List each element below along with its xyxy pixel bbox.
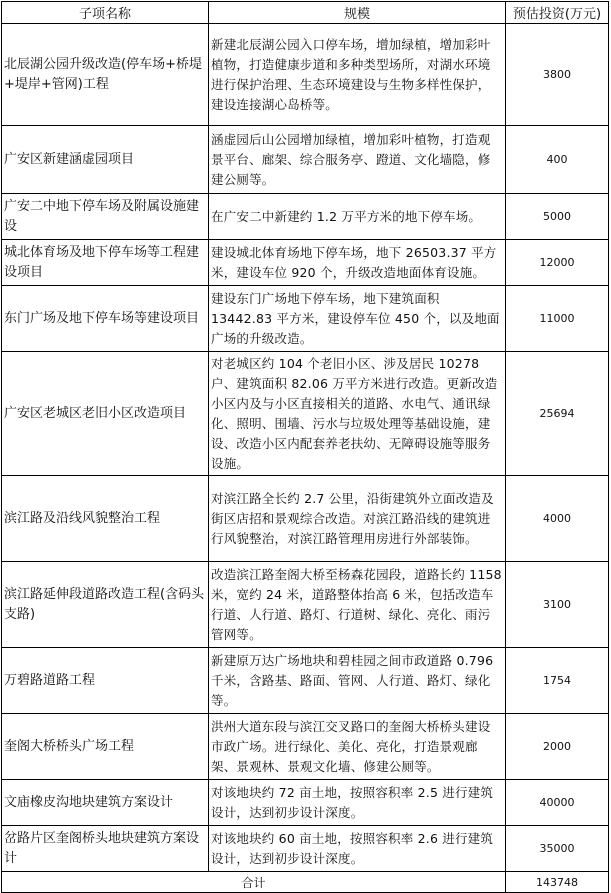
row-scale: 对老城区约 104 个老旧小区、涉及居民 10278 户、建筑面积 82.06 万平方米进行改造。更新改造小区内及与小区直接相关的道路、水电气、通讯绿化、照明、围墙、污水与垃圾处理等基础设施，建设、改造小区内配套养老扶幼、无障碍设施等服务设施。 (209, 352, 506, 476)
row-scale: 新建原万达广场地块和碧桂园之间市政道路 0.796 千米，含路基、路面、管网、人行道、路灯、绿化等。 (209, 648, 506, 714)
table-row (2, 24, 609, 126)
row-investment: 3800 (506, 24, 609, 126)
total-row (2, 872, 609, 893)
row-investment: 3100 (506, 562, 609, 648)
row-name: 广安区新建涵虚园项目 (2, 126, 209, 194)
header-investment: 预估投资(万元) (506, 2, 609, 24)
row-name: 北辰湖公园升级改造(停车场+桥堤+堤岸+管网)工程 (2, 24, 209, 126)
row-scale: 在广安二中新建约 1.2 万平方米的地下停车场。 (209, 194, 506, 240)
row-name: 东门广场及地下停车场等建设项目 (2, 286, 209, 352)
row-investment: 25694 (506, 352, 609, 476)
total-value: 143748 (506, 872, 609, 893)
row-investment: 400 (506, 126, 609, 194)
row-scale: 对该地块约 60 亩土地，按照容积率 2.6 进行建筑设计，达到初步设计深度。 (209, 826, 506, 872)
table-row (2, 286, 609, 352)
row-name: 文庙橡皮沟地块建筑方案设计 (2, 780, 209, 826)
table-row (2, 648, 609, 714)
row-scale: 对该地块约 72 亩土地，按照容积率 2.5 进行建筑设计，达到初步设计深度。 (209, 780, 506, 826)
header-name: 子项名称 (2, 2, 209, 24)
row-investment: 35000 (506, 826, 609, 872)
row-name: 广安二中地下停车场及附属设施建设 (2, 194, 209, 240)
row-scale: 洪州大道东段与滨江交叉路口的奎阁大桥桥头建设市政广场。进行绿化、美化、亮化，打造景观廊架、景观林、景观文化墙、修建公厕等。 (209, 714, 506, 780)
total-label: 合计 (2, 872, 506, 893)
row-scale: 对滨江路全长约 2.7 公里，沿街建筑外立面改造及街区店招和景观综合改造。对滨江路沿线的建筑进行风貌整治，对滨江路管理用房进行外部装饰。 (209, 476, 506, 562)
table-row (2, 240, 609, 286)
table-row (2, 826, 609, 872)
row-investment: 1754 (506, 648, 609, 714)
row-name: 滨江路延伸段道路改造工程(含码头支路) (2, 562, 209, 648)
row-scale: 改造滨江路奎阁大桥至杨森花园段，道路长约 1158 米，宽约 24 米，道路整体抬高 6 米，包括改造车行道、人行道、路灯、行道树、绿化、亮化、雨污管网等。 (209, 562, 506, 648)
row-name: 城北体育场及地下停车场等工程建设项目 (2, 240, 209, 286)
row-name: 滨江路及沿线风貌整治工程 (2, 476, 209, 562)
row-investment: 11000 (506, 286, 609, 352)
row-name: 广安区老城区老旧小区改造项目 (2, 352, 209, 476)
table-row (2, 562, 609, 648)
row-investment: 4000 (506, 476, 609, 562)
row-scale: 建设城北体育场地下停车场，地下 26503.37 平方米，建设车位 920 个，升级改造地面体育设施。 (209, 240, 506, 286)
row-scale: 建设东门广场地下停车场，地下建筑面积 13442.83 平方米，建设停车位 450 个，以及地面广场的升级改造。 (209, 286, 506, 352)
row-investment: 40000 (506, 780, 609, 826)
table-row (2, 780, 609, 826)
investment-table (1, 1, 609, 893)
row-name: 岔路片区奎阁桥头地块建筑方案设计 (2, 826, 209, 872)
row-investment: 5000 (506, 194, 609, 240)
header-scale: 规模 (209, 2, 506, 24)
table-row (2, 476, 609, 562)
table-row (2, 714, 609, 780)
row-investment: 2000 (506, 714, 609, 780)
row-name: 奎阁大桥桥头广场工程 (2, 714, 209, 780)
table-row (2, 126, 609, 194)
row-name: 万碧路道路工程 (2, 648, 209, 714)
row-scale: 新建北辰湖公园入口停车场，增加绿植，增加彩叶植物，打造健康步道和多种类型场所，对湖水环境进行保护治理、生态环境建设与生物多样性保护，建设连接湖心岛桥等。 (209, 24, 506, 126)
table-header-row (2, 2, 609, 24)
table-row (2, 194, 609, 240)
row-investment: 12000 (506, 240, 609, 286)
row-scale: 涵虚园后山公园增加绿植，增加彩叶植物，打造观景平台、廊架、综合服务亭、蹬道、文化墙隐，修建公厕等。 (209, 126, 506, 194)
table-row (2, 352, 609, 476)
